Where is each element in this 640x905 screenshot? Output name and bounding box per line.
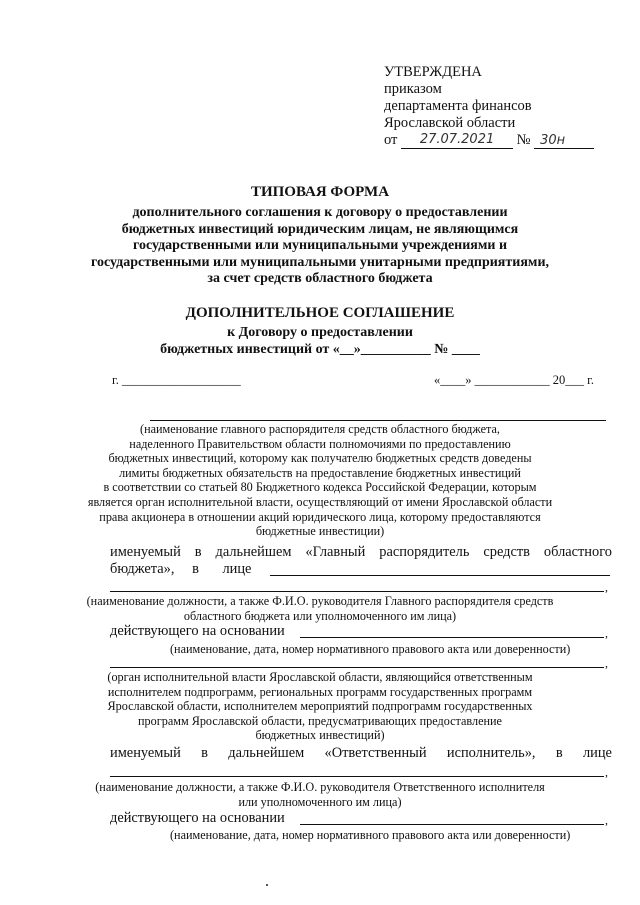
executor-person-line: [110, 776, 604, 777]
named-executor-line: [110, 745, 612, 762]
comma: ,: [605, 656, 608, 670]
caption-line: (орган исполнительной власти Ярославской области, являющийся ответственным: [107, 670, 533, 684]
caption-line: Ярославской области, исполнителем мероприятий подпрограмм государственных: [107, 699, 533, 714]
executor-name-line: [110, 667, 604, 668]
agreement-date: «____» ____________ 20___ г.: [434, 373, 594, 387]
comma: ,: [605, 765, 608, 779]
caption-line: наделенного Правительством области полномочиями по предоставлению: [129, 436, 511, 451]
comma: ,: [605, 626, 608, 640]
word: средств: [483, 544, 530, 560]
word: дальнейшем: [215, 544, 292, 560]
subtitle-line: дополнительного соглашения к договору о предоставлении: [132, 205, 508, 220]
position-caption-1: [0, 594, 640, 623]
approval-title: УТВЕРЖДЕНА: [384, 64, 482, 80]
word: в: [201, 745, 208, 761]
word: в: [192, 561, 199, 577]
named-manager-line: [110, 544, 612, 561]
approval-number-label: №: [516, 132, 531, 148]
basis-caption-1: (наименование, дата, номер нормативного правового акта или доверенности): [170, 642, 571, 656]
word: дальнейшем: [228, 745, 305, 761]
agreement-subheading: к Договору о предоставлении: [227, 325, 413, 340]
word: исполнитель»,: [446, 745, 536, 761]
caption-line: бюджетные инвестиции): [255, 524, 385, 539]
caption-line: (наименование должности, а также Ф.И.О. руководителя Ответственного исполнителя: [95, 780, 545, 794]
approval-date: 27.07.2021: [401, 132, 513, 149]
caption-line: программ Ярославской области, предусматривающих предоставление: [138, 713, 502, 728]
subtitle-line: государственными или муниципальными унитарными предприятиями,: [90, 254, 550, 270]
executor-caption: [0, 670, 640, 743]
word: лице: [582, 745, 612, 761]
approval-order: приказом: [384, 81, 442, 97]
agreement-heading: ДОПОЛНИТЕЛЬНОЕ СОГЛАШЕНИЕ: [185, 305, 455, 321]
manager-person-line: [270, 575, 610, 576]
scan-dot: [266, 884, 268, 886]
caption-line: или уполномоченного им лица): [238, 794, 402, 809]
caption-line: бюджетных инвестиций, которому как получателю бюджетных средств доведены: [108, 451, 532, 466]
caption-line: права акционера в отношении акций юридического лица, которому предоставляются: [99, 509, 541, 524]
manager-caption: [0, 422, 640, 539]
form-subtitle: [0, 205, 640, 288]
approval-block: [384, 64, 594, 149]
caption-line: является орган исполнительной власти, осуществляющий от имени Ярославской области: [87, 494, 553, 509]
manager-name-line: [150, 420, 606, 421]
caption-line: (наименование должности, а также Ф.И.О. руководителя Главного распорядителя средств: [86, 594, 554, 608]
position-caption-2: [0, 780, 640, 809]
subtitle-line: государственными или муниципальными учреждениями и: [132, 238, 508, 253]
caption-line: (наименование главного распорядителя средств областного бюджета,: [140, 422, 500, 436]
approval-number: 30н: [534, 133, 594, 149]
acting-basis-1: действующего на основании: [110, 623, 285, 639]
word: именуемый: [110, 544, 181, 560]
agreement-contract-ref: бюджетных инвестиций от «__»__________ № ____: [160, 342, 480, 357]
caption-line: областного бюджета или уполномоченного им лица): [183, 608, 457, 623]
agreement-city: г. ___________________: [112, 373, 241, 387]
word: бюджета»,: [110, 561, 175, 577]
manager-person-line-2: [110, 591, 604, 592]
word: в: [555, 745, 563, 761]
approval-from-label: от: [384, 132, 398, 148]
caption-line: бюджетных инвестиций): [255, 728, 385, 743]
basis-line-1: [300, 637, 604, 638]
word: распорядитель: [379, 544, 470, 560]
approval-department: департамента финансов: [384, 98, 532, 114]
word: в: [194, 544, 202, 560]
budget-face-line: [110, 561, 251, 578]
word: областного: [543, 544, 612, 560]
caption-line: в соответствии со статьей 80 Бюджетного кодекса Российской Федерации, которым: [103, 480, 537, 495]
word: лице: [222, 561, 252, 577]
caption-line: исполнителем подпрограмм, региональных программ государственных программ: [107, 684, 533, 699]
form-heading: ТИПОВАЯ ФОРМА: [250, 184, 390, 200]
caption-line: лимиты бюджетных обязательств на предоставление бюджетных инвестиций: [119, 465, 521, 480]
comma: ,: [605, 580, 608, 594]
acting-basis-2: действующего на основании: [110, 810, 285, 826]
approval-date-number: [384, 132, 594, 149]
basis-caption-2: (наименование, дата, номер нормативного правового акта или доверенности): [170, 828, 571, 842]
word: именуемый: [110, 745, 181, 761]
subtitle-line: за счет средств областного бюджета: [207, 271, 433, 286]
basis-line-2: [300, 824, 604, 825]
approval-region: Ярославской области: [384, 115, 516, 131]
word: «Главный: [305, 544, 366, 560]
word: «Ответственный: [324, 745, 427, 761]
subtitle-line: бюджетных инвестиций юридическим лицам, не являющимся: [121, 221, 519, 237]
comma: ,: [605, 813, 608, 827]
